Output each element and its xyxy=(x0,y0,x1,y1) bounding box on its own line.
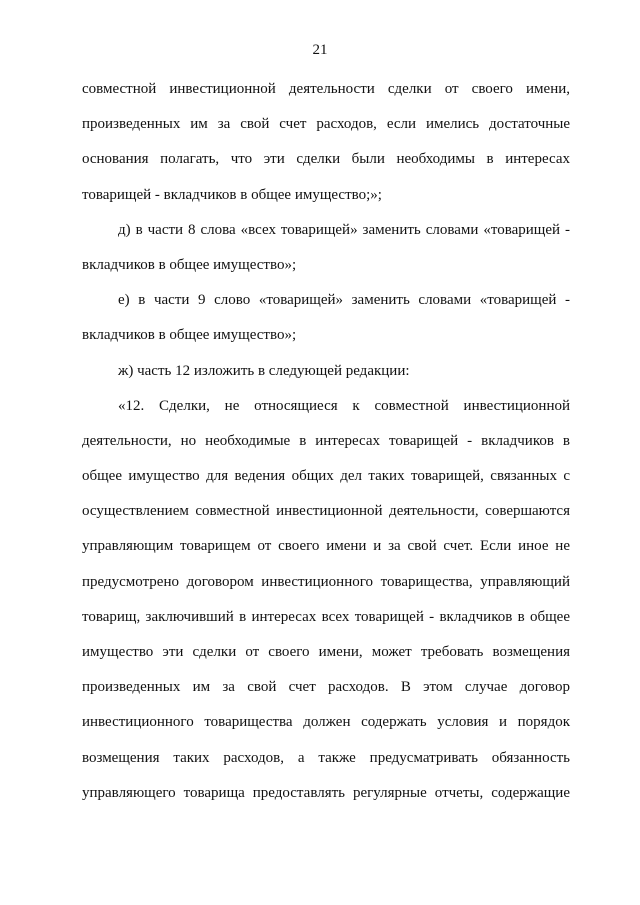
text-line: инвестиционного товарищества должен содержать условия и порядок xyxy=(82,714,570,731)
page-number: 21 xyxy=(312,42,328,58)
text-line: управляющим товарищем от своего имени и за свой счет. Если иное не xyxy=(82,538,570,555)
text-line: товарищ, заключивший в интересах всех товарищей - вкладчиков в общее xyxy=(82,608,570,625)
text-line: деятельности, но необходимые в интересах товарищей - вкладчиков в xyxy=(82,432,570,449)
text-line: д) в части 8 слова «всех товарищей» заменить словами «товарищей - xyxy=(118,221,570,238)
text-line: имущество эти сделки от своего имени, может требовать возмещения xyxy=(82,644,570,660)
text-line: предусмотрено договором инвестиционного товарищества, управляющий xyxy=(82,573,570,590)
text-line: произведенных им за свой счет расходов. В этом случае договор xyxy=(82,679,570,696)
text-line: е) в части 9 слово «товарищей» заменить словами «товарищей - xyxy=(118,292,570,309)
text-line: вкладчиков в общее имущество»; xyxy=(82,327,297,344)
text-line: товарищей - вкладчиков в общее имущество;»; xyxy=(82,186,382,203)
text-line: возмещения таких расходов, а также предусматривать обязанность xyxy=(82,749,570,766)
text-line: вкладчиков в общее имущество»; xyxy=(82,256,297,273)
text-line: «12. Сделки, не относящиеся к совместной инвестиционной xyxy=(118,397,570,414)
text-line: совместной инвестиционной деятельности сделки от своего имени, xyxy=(82,81,570,97)
document-body xyxy=(82,72,570,811)
text-line: ж) часть 12 изложить в следующей редакции: xyxy=(118,362,410,379)
text-line: общее имущество для ведения общих дел таких товарищей, связанных с xyxy=(82,468,570,485)
text-line: управляющего товарища предоставлять регулярные отчеты, содержащие xyxy=(82,784,570,801)
text-line: произведенных им за свой счет расходов, если имелись достаточные xyxy=(82,116,570,133)
text-line: основания полагать, что эти сделки были необходимы в интересах xyxy=(82,151,570,168)
text-line: осуществлением совместной инвестиционной деятельности, совершаются xyxy=(82,503,570,520)
